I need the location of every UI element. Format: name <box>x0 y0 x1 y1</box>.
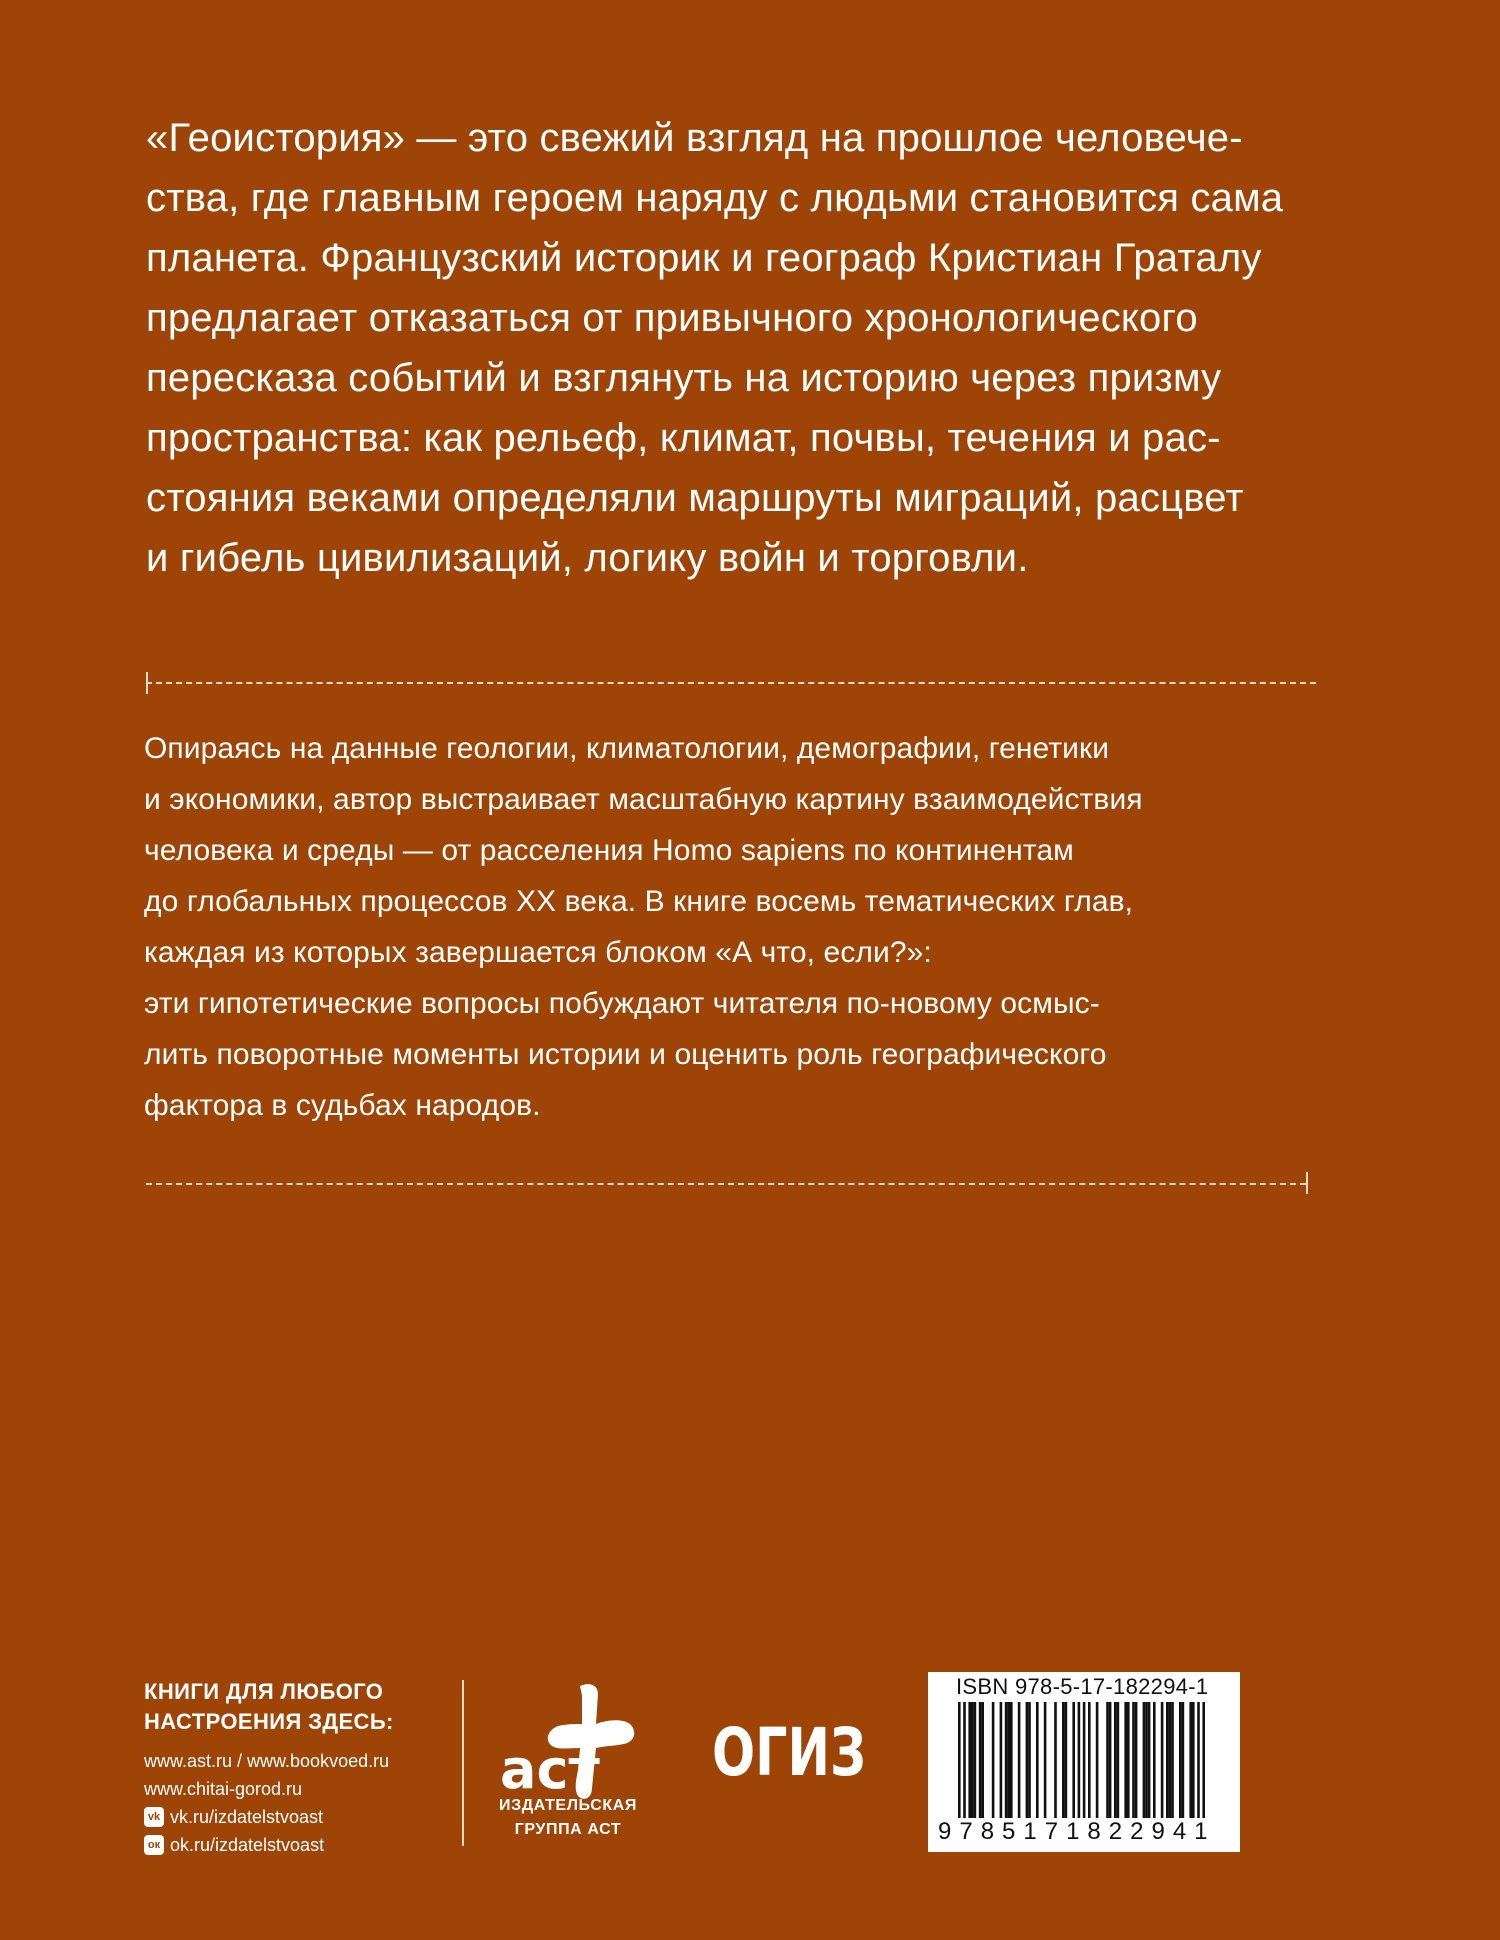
caption-line: ИЗДАТЕЛЬСКАЯ <box>498 1797 638 1814</box>
lead-line: стояния веками определяли маршруты миграций, расцвет <box>146 476 1244 520</box>
caption-line: ГРУППА АСТ <box>514 1821 622 1838</box>
body-line: лить поворотные моменты истории и оценить роль географического <box>144 1038 1107 1071</box>
ogiz-logo <box>710 1714 870 1791</box>
barcode-bar <box>1148 1702 1151 1820</box>
barcode-bar <box>1018 1702 1021 1820</box>
barcode-bar <box>1114 1702 1117 1820</box>
site-link[interactable]: www.ast.ru / www.bookvoed.ru <box>144 1751 390 1771</box>
ok-icon: ок <box>144 1835 164 1855</box>
barcode-bar <box>1202 1702 1205 1834</box>
isbn-digits: 9785171822941 <box>938 1818 1216 1845</box>
barcode-bar <box>1007 1702 1010 1820</box>
lead-line: предлагает отказаться от привычного хронологического <box>146 296 1198 340</box>
footer-links <box>144 1677 464 1859</box>
barcode-bar <box>1078 1702 1081 1834</box>
body-paragraph <box>144 723 1344 1131</box>
barcode-bar <box>1054 1702 1057 1820</box>
barcode-bar <box>1189 1702 1192 1820</box>
barcode-bar <box>1153 1702 1156 1820</box>
barcode-bar <box>1000 1702 1003 1820</box>
vk-icon: vk <box>144 1807 164 1827</box>
barcode-bar <box>1010 1702 1013 1820</box>
footer-separator <box>462 1680 464 1846</box>
barcode-bar <box>1179 1702 1182 1820</box>
body-line: до глобальных процессов XX века. В книге восемь тематических глав, <box>144 885 1134 918</box>
barcode-bar <box>963 1702 966 1834</box>
barcode-bar <box>1036 1702 1039 1820</box>
lead-line: планета. Французский историк и географ Кристиан Граталу <box>146 236 1262 280</box>
barcode-bar <box>1135 1702 1138 1820</box>
barcode-bar <box>974 1702 977 1820</box>
barcode-bar <box>958 1702 961 1834</box>
divider-tick-left <box>146 672 148 694</box>
barcode-bar <box>1083 1702 1086 1834</box>
barcode-bar <box>1132 1702 1135 1820</box>
lead-line: пространства: как рельеф, климат, почвы, течения и рас- <box>146 416 1221 460</box>
ogiz-logo-text: ОГИЗ <box>712 1714 866 1791</box>
barcode-bar <box>1065 1702 1068 1820</box>
barcode-bar <box>1169 1702 1172 1820</box>
barcode-bar <box>1072 1702 1075 1820</box>
barcode-bar <box>1124 1702 1127 1820</box>
body-line: фактора в судьбах народов. <box>144 1089 541 1122</box>
lead-paragraph <box>146 108 1346 588</box>
barcode-bar <box>1192 1702 1195 1820</box>
lead-line: и гибель цивилизаций, логику войн и торговли. <box>146 536 1029 580</box>
barcode-bar <box>1171 1702 1174 1820</box>
barcode-bar <box>1088 1702 1091 1820</box>
barcode-bar <box>1106 1702 1109 1820</box>
ok-link-text: ok.ru/izdatelstvoast <box>170 1835 325 1855</box>
barcode-bar <box>968 1702 971 1820</box>
body-line: каждая из которых завершается блоком «А что, если?»: <box>144 936 932 969</box>
lead-line: «Геоистория» — это свежий взгляд на прошлое человече- <box>146 116 1243 160</box>
barcode-bar <box>1197 1702 1200 1834</box>
body-line: и экономики, автор выстраивает масштабную картину взаимодействия <box>144 783 1143 816</box>
barcode-bar <box>1096 1702 1099 1820</box>
lead-line: пересказа событий и взглянуть на историю через призму <box>146 356 1222 400</box>
publisher-caption <box>478 1794 658 1842</box>
site-link[interactable]: www.chitai-gorod.ru <box>144 1779 303 1799</box>
lead-line: ства, где главным героем наряду с людьми становится сама <box>146 176 1284 220</box>
vk-link-text: vk.ru/izdatelstvoast <box>170 1807 324 1827</box>
footer-heading: КНИГИ ДЛЯ ЛЮБОГО <box>144 1679 384 1704</box>
ok-link[interactable] <box>144 1831 464 1859</box>
dashed-divider-bottom <box>146 1183 1306 1185</box>
barcode-bar <box>1143 1702 1146 1820</box>
barcode-bar <box>1044 1702 1047 1820</box>
barcode-bar <box>1005 1702 1008 1820</box>
isbn-label: ISBN 978-5-17-182294-1 <box>956 1674 1209 1699</box>
barcode-bar <box>1161 1702 1164 1820</box>
vk-link[interactable] <box>144 1803 464 1831</box>
body-line: человека и среды — от расселения Homo sapiens по континентам <box>144 834 1074 867</box>
footer-heading: НАСТРОЕНИЯ ЗДЕСЬ: <box>144 1709 394 1734</box>
barcode-bar <box>1117 1702 1120 1820</box>
ast-logo-text: аст <box>500 1738 600 1801</box>
dashed-divider-top <box>146 682 1316 684</box>
barcode-bar <box>1145 1702 1148 1820</box>
barcode-bar <box>1166 1702 1169 1820</box>
barcode-bar <box>992 1702 995 1820</box>
body-line: Опираясь на данные геологии, климатологии, демографии, генетики <box>144 732 1110 765</box>
divider-tick-right <box>1306 1172 1308 1194</box>
barcode-bar <box>979 1702 982 1820</box>
barcode-bar <box>1028 1702 1031 1820</box>
barcode-bar <box>1182 1702 1185 1820</box>
barcode-bar <box>1127 1702 1130 1820</box>
barcode-bar <box>1109 1702 1112 1820</box>
barcode-bar <box>971 1702 974 1820</box>
body-line: эти гипотетические вопросы побуждают читателя по-новому осмыс- <box>144 987 1100 1020</box>
barcode-bar <box>1062 1702 1065 1820</box>
barcode-bar <box>981 1702 984 1820</box>
barcode-bar <box>1026 1702 1029 1820</box>
isbn-barcode <box>928 1672 1240 1852</box>
